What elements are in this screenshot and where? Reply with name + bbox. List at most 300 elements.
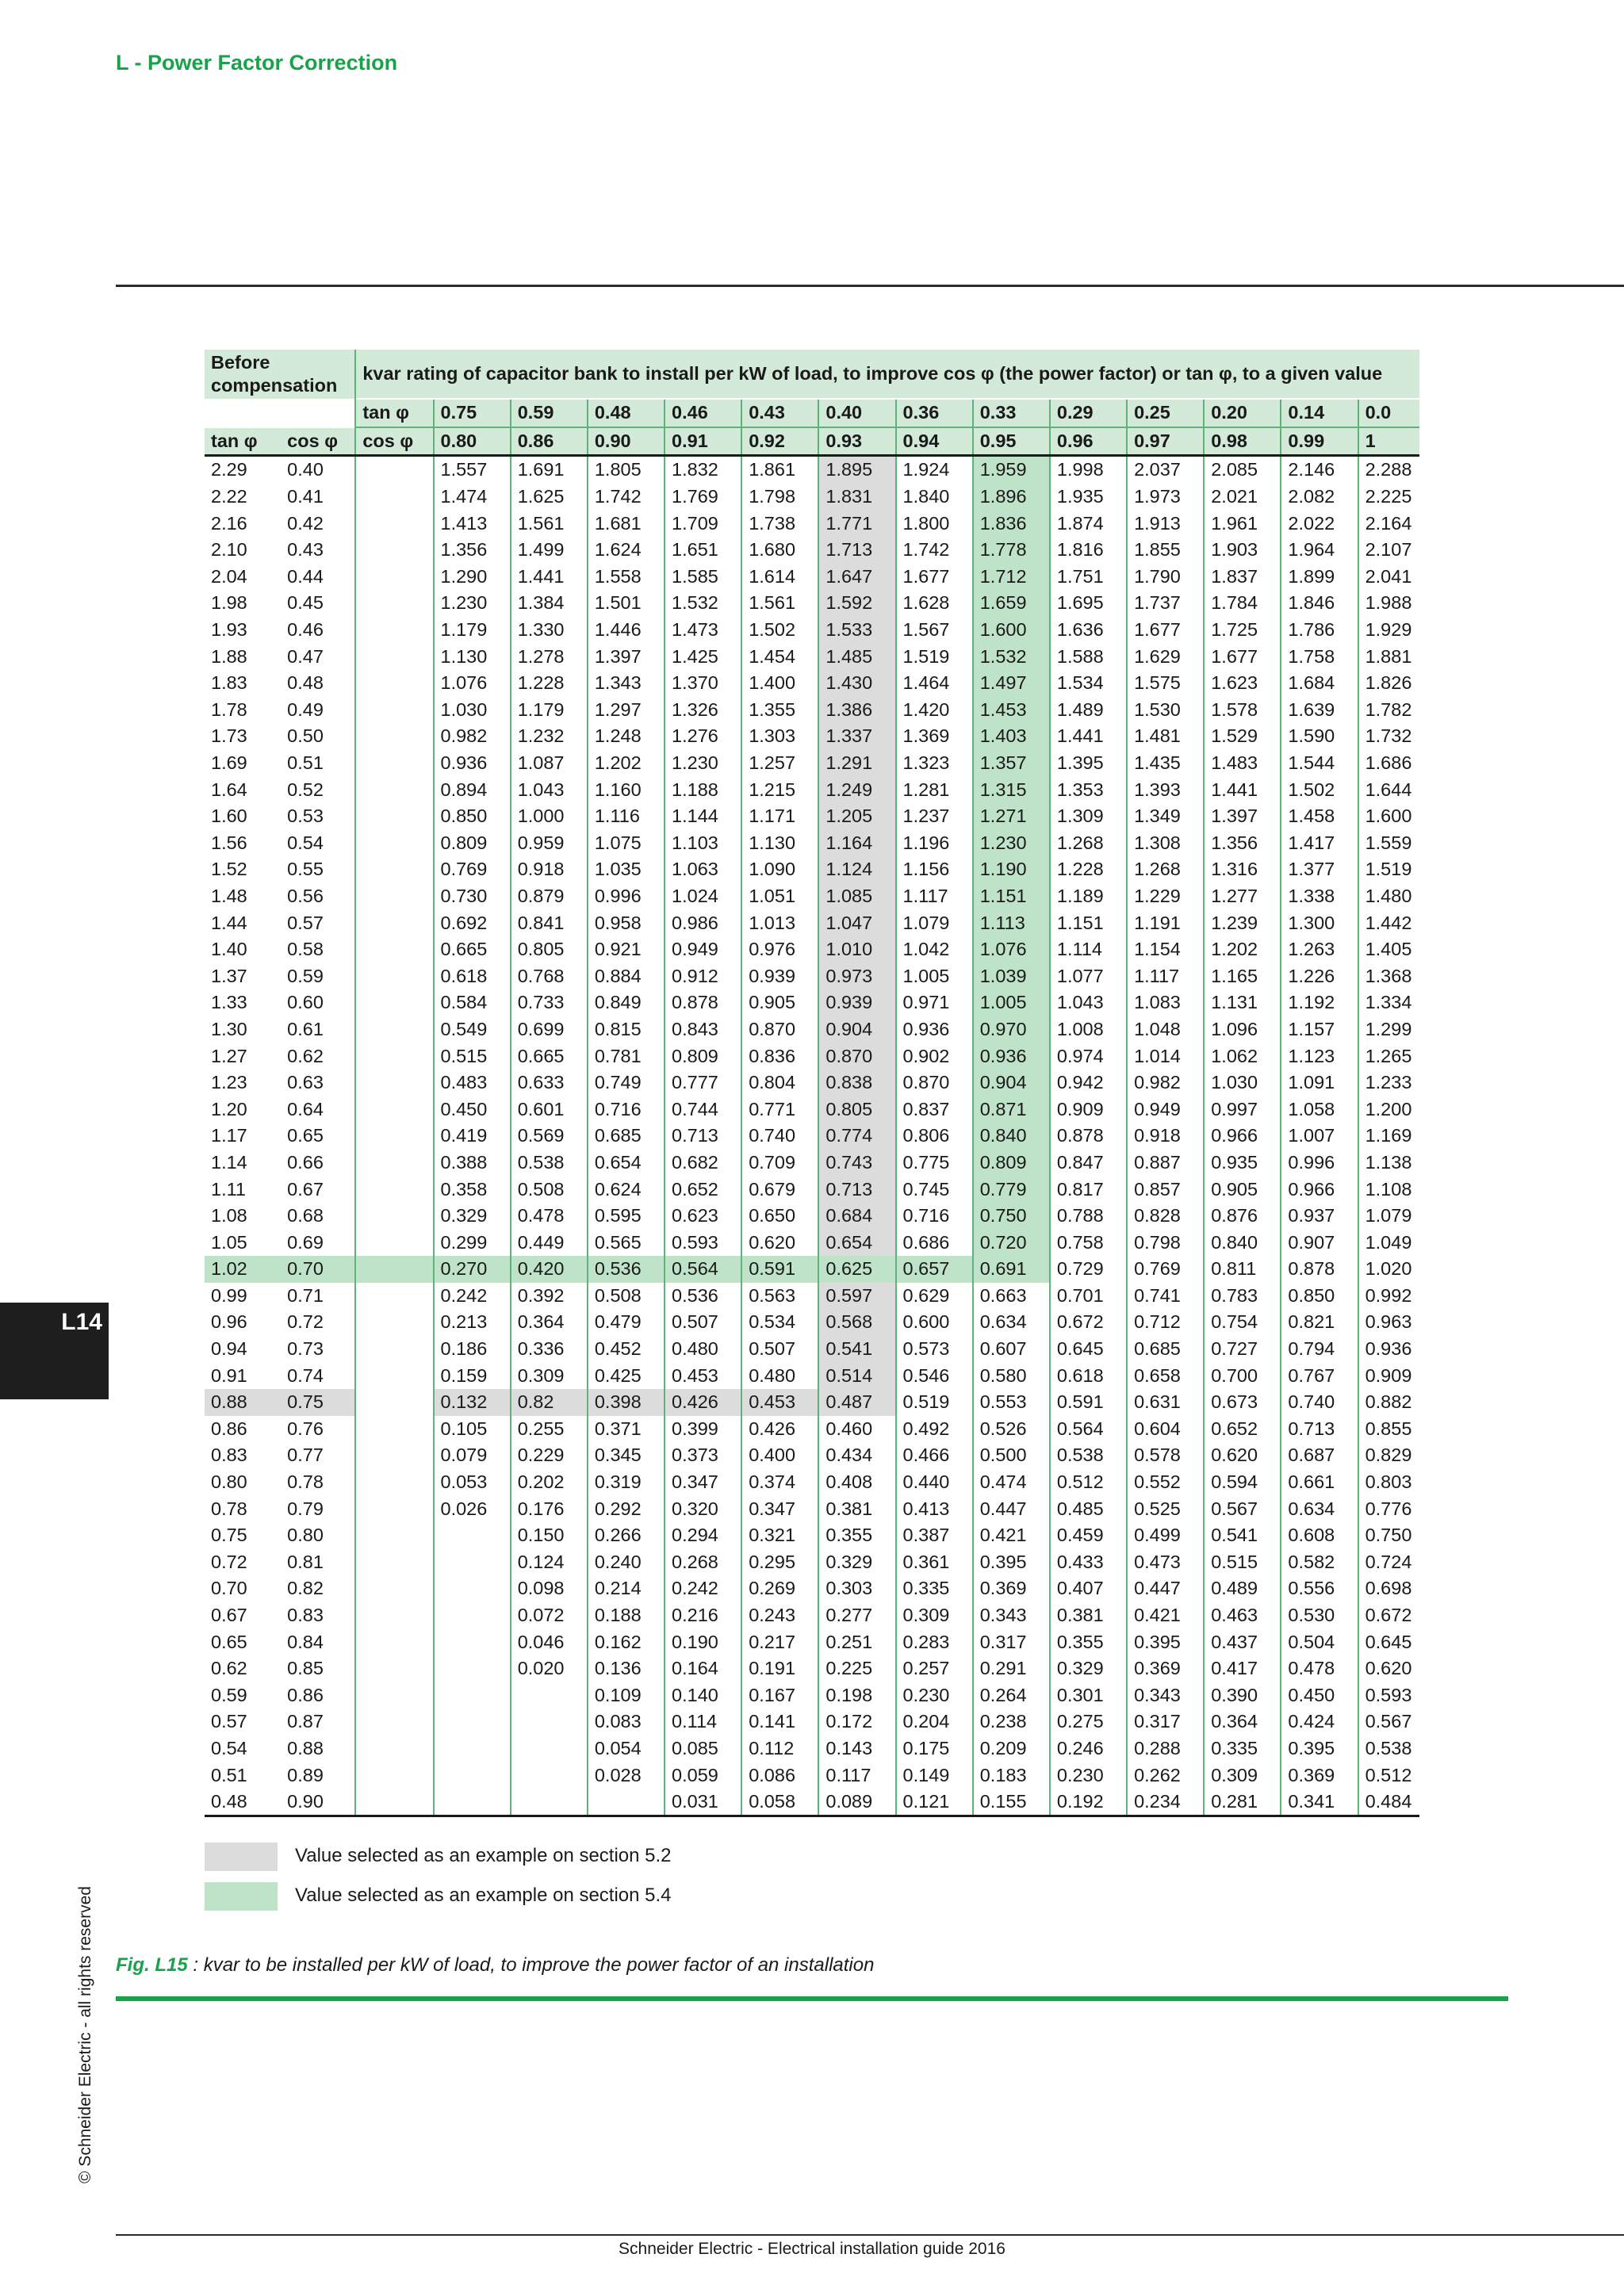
before-cos-cell: 0.61 xyxy=(287,1018,324,1039)
kvar-cell: 0.976 xyxy=(741,936,818,963)
kvar-cell: 0.395 xyxy=(1281,1735,1358,1762)
before-tan-cell: 1.20 xyxy=(211,1098,247,1119)
kvar-cell: 1.826 xyxy=(1358,670,1419,697)
kvar-cell: 0.741 xyxy=(1127,1283,1204,1310)
kvar-cell: 0.724 xyxy=(1358,1549,1419,1576)
kvar-cell: 0.485 xyxy=(1050,1495,1127,1522)
kvar-cell: 0.369 xyxy=(973,1575,1050,1602)
before-tan-label: tan φ xyxy=(205,427,281,456)
kvar-cell: 0.82 xyxy=(511,1389,588,1416)
before-cos-cell: 0.73 xyxy=(287,1338,324,1360)
kvar-cell: 1.171 xyxy=(741,803,818,830)
label-spacer-cell xyxy=(355,1575,433,1602)
kvar-cell: 1.200 xyxy=(1358,1096,1419,1123)
kvar-cell: 0.054 xyxy=(588,1735,665,1762)
kvar-cell: 1.855 xyxy=(1127,537,1204,564)
table-row xyxy=(205,1176,1419,1203)
kvar-cell: 1.558 xyxy=(588,564,665,591)
kvar-cell: 1.567 xyxy=(896,617,973,644)
kvar-cell: 0.225 xyxy=(818,1655,895,1682)
kvar-cell: 0.565 xyxy=(588,1229,665,1256)
kvar-cell: 0.568 xyxy=(818,1309,895,1336)
kvar-cell: 0.758 xyxy=(1050,1229,1127,1256)
kvar-cell: 1.035 xyxy=(588,856,665,883)
kvar-cell: 1.249 xyxy=(818,776,895,803)
kvar-cell: 0.563 xyxy=(741,1283,818,1310)
kvar-cell: 0.745 xyxy=(896,1176,973,1203)
kvar-cell: 0.217 xyxy=(741,1628,818,1655)
before-tan-cell: 1.27 xyxy=(211,1045,247,1066)
kvar-cell: 0.769 xyxy=(1127,1256,1204,1283)
kvar-cell: 1.533 xyxy=(818,617,895,644)
kvar-cell: 0.672 xyxy=(1358,1602,1419,1629)
kvar-cell: 0.515 xyxy=(1204,1549,1281,1576)
kvar-cell: 0.202 xyxy=(511,1469,588,1496)
kvar-cell: 0.426 xyxy=(741,1416,818,1443)
kvar-cell: 0.716 xyxy=(588,1096,665,1123)
kvar-cell: 0.654 xyxy=(588,1150,665,1177)
kvar-cell: 0.699 xyxy=(511,1016,588,1043)
kvar-cell: 1.130 xyxy=(434,643,511,670)
kvar-cell: 0.578 xyxy=(1127,1442,1204,1469)
before-tan-cell: 0.80 xyxy=(211,1471,247,1493)
kvar-cell: 1.063 xyxy=(665,856,741,883)
before-tan-cell: 0.72 xyxy=(211,1551,247,1572)
before-cos-cell: 0.75 xyxy=(281,1389,355,1416)
kvar-cell: 1.229 xyxy=(1127,883,1204,910)
kvar-cell: 0.031 xyxy=(665,1789,741,1816)
kvar-cell: 0.654 xyxy=(818,1229,895,1256)
caption-rule xyxy=(116,1996,1508,2001)
kvar-cell: 0.618 xyxy=(434,962,511,989)
kvar-cell: 0.291 xyxy=(973,1655,1050,1682)
kvar-cell: 1.790 xyxy=(1127,564,1204,591)
kvar-cell: 0.536 xyxy=(588,1256,665,1283)
kvar-cell: 0.512 xyxy=(1050,1469,1127,1496)
kvar-cell: 0.121 xyxy=(896,1789,973,1816)
kvar-cell: 0.240 xyxy=(588,1549,665,1576)
kvar-cell: 1.330 xyxy=(511,617,588,644)
kvar-cell: 0.783 xyxy=(1204,1283,1281,1310)
kvar-cell: 2.164 xyxy=(1358,510,1419,537)
before-tan-cell: 1.93 xyxy=(211,619,247,641)
kvar-cell: 1.299 xyxy=(1358,1016,1419,1043)
kvar-cell: 0.847 xyxy=(1050,1150,1127,1177)
kvar-cell: 0.937 xyxy=(1281,1203,1358,1230)
kvar-cell: 1.386 xyxy=(818,697,895,724)
kvar-cell: 0.992 xyxy=(1358,1283,1419,1310)
before-cos-cell: 0.49 xyxy=(287,698,324,720)
kvar-cell: 1.578 xyxy=(1204,697,1281,724)
kvar-cell: 1.519 xyxy=(1358,856,1419,883)
kvar-cell: 0.713 xyxy=(665,1123,741,1150)
before-tan-cell: 2.22 xyxy=(211,486,247,507)
kvar-cell: 0.026 xyxy=(434,1495,511,1522)
kvar-cell: 1.895 xyxy=(818,456,895,484)
before-tan-cell: 1.60 xyxy=(211,806,247,827)
before-cos-cell: 0.74 xyxy=(287,1364,324,1386)
kvar-cell: 1.625 xyxy=(511,484,588,511)
kvar-cell: 0.729 xyxy=(1050,1256,1127,1283)
kvar-cell: 1.083 xyxy=(1127,989,1204,1016)
kvar-cell: 1.453 xyxy=(973,697,1050,724)
kvar-cell: 0.936 xyxy=(973,1043,1050,1070)
kvar-cell: 1.079 xyxy=(1358,1203,1419,1230)
kvar-cell xyxy=(588,1789,665,1816)
table-row xyxy=(205,989,1419,1016)
kvar-cell: 1.874 xyxy=(1050,510,1127,537)
table-row xyxy=(205,803,1419,830)
target-tan-label: tan φ xyxy=(355,399,433,427)
table-row xyxy=(205,537,1419,564)
before-cos-cell: 0.70 xyxy=(281,1256,355,1283)
kvar-cell: 1.338 xyxy=(1281,883,1358,910)
kvar-cell: 0.879 xyxy=(511,883,588,910)
before-cos-cell: 0.77 xyxy=(287,1445,324,1466)
kvar-cell: 0.109 xyxy=(588,1682,665,1709)
label-spacer-cell xyxy=(355,1682,433,1709)
kvar-cell: 1.751 xyxy=(1050,564,1127,591)
kvar-cell: 1.205 xyxy=(818,803,895,830)
kvar-cell: 0.459 xyxy=(1050,1522,1127,1549)
kvar-cell: 1.077 xyxy=(1050,962,1127,989)
kvar-cell: 0.136 xyxy=(588,1655,665,1682)
kvar-cell: 0.949 xyxy=(1127,1096,1204,1123)
kvar-cell: 1.534 xyxy=(1050,670,1127,697)
kvar-cell: 1.300 xyxy=(1281,909,1358,936)
kvar-cell: 1.430 xyxy=(818,670,895,697)
kvar-cell: 0.292 xyxy=(588,1495,665,1522)
kvar-cell: 0.870 xyxy=(896,1070,973,1096)
before-tan-cell: 1.02 xyxy=(205,1256,281,1283)
kvar-cell: 0.809 xyxy=(973,1150,1050,1177)
kvar-cell: 1.087 xyxy=(511,750,588,777)
kvar-cell: 0.309 xyxy=(511,1362,588,1389)
kvar-cell: 0.921 xyxy=(588,936,665,963)
table-row xyxy=(205,1229,1419,1256)
kvar-cell: 0.564 xyxy=(665,1256,741,1283)
kvar-cell: 1.079 xyxy=(896,909,973,936)
kvar-cell: 1.151 xyxy=(973,883,1050,910)
kvar-cell: 1.529 xyxy=(1204,723,1281,750)
table-row xyxy=(205,1789,1419,1816)
kvar-cell: 0.294 xyxy=(665,1522,741,1549)
kvar-cell: 0.381 xyxy=(1050,1602,1127,1629)
table-row xyxy=(205,1309,1419,1336)
kvar-cell: 0.398 xyxy=(588,1389,665,1416)
kvar-cell: 0.408 xyxy=(818,1469,895,1496)
kvar-cell: 0.480 xyxy=(665,1336,741,1363)
kvar-cell: 0.958 xyxy=(588,909,665,936)
label-spacer-cell xyxy=(355,1789,433,1816)
kvar-cell: 2.037 xyxy=(1127,456,1204,484)
kvar-cell: 1.709 xyxy=(665,510,741,537)
before-cos-cell: 0.72 xyxy=(287,1311,324,1333)
kvar-cell: 1.480 xyxy=(1358,883,1419,910)
table-row xyxy=(205,1416,1419,1443)
kvar-cell xyxy=(511,1735,588,1762)
kvar-cell: 0.809 xyxy=(434,830,511,857)
kvar-cell: 0.319 xyxy=(588,1469,665,1496)
kvar-cell: 0.335 xyxy=(896,1575,973,1602)
kvar-cell: 0.053 xyxy=(434,1469,511,1496)
before-cos-cell: 0.80 xyxy=(287,1525,324,1546)
kvar-cell: 0.743 xyxy=(818,1150,895,1177)
before-cos-cell: 0.46 xyxy=(287,619,324,641)
kvar-cell: 0.143 xyxy=(818,1735,895,1762)
target-cos-header: 0.80 xyxy=(434,427,511,456)
kvar-cell: 0.150 xyxy=(511,1522,588,1549)
kvar-cell: 0.374 xyxy=(741,1469,818,1496)
kvar-cell: 1.191 xyxy=(1127,909,1204,936)
before-tan-cell: 1.17 xyxy=(211,1125,247,1146)
kvar-cell: 1.278 xyxy=(511,643,588,670)
kvar-cell: 1.695 xyxy=(1050,590,1127,617)
kvar-cell: 0.164 xyxy=(665,1655,741,1682)
before-cos-cell: 0.59 xyxy=(287,965,324,986)
before-tan-cell: 0.75 xyxy=(211,1525,247,1546)
kvar-cell: 0.552 xyxy=(1127,1469,1204,1496)
kvar-cell: 0.804 xyxy=(741,1070,818,1096)
before-cos-cell: 0.89 xyxy=(287,1764,324,1785)
kvar-cell: 0.433 xyxy=(1050,1549,1127,1576)
target-cos-header: 0.95 xyxy=(973,427,1050,456)
kvar-cell: 0.536 xyxy=(665,1283,741,1310)
kvar-cell: 1.629 xyxy=(1127,643,1204,670)
table-row xyxy=(205,1389,1419,1416)
kvar-cell: 0.046 xyxy=(511,1628,588,1655)
kvar-cell: 0.117 xyxy=(818,1762,895,1789)
kvar-cell: 0.672 xyxy=(1050,1309,1127,1336)
kvar-cell: 0.857 xyxy=(1127,1176,1204,1203)
kvar-cell: 0.713 xyxy=(1281,1416,1358,1443)
target-cos-header: 1 xyxy=(1358,427,1419,456)
kvar-cell: 0.141 xyxy=(741,1709,818,1735)
target-tan-header: 0.0 xyxy=(1358,399,1419,427)
kvar-cell: 0.902 xyxy=(896,1043,973,1070)
kvar-cell: 1.169 xyxy=(1358,1123,1419,1150)
page-footer: Schneider Electric - Electrical installation guide 2016 xyxy=(619,2240,1005,2258)
kvar-cell: 1.464 xyxy=(896,670,973,697)
table-row xyxy=(205,456,1419,484)
kvar-cell: 1.202 xyxy=(588,750,665,777)
kvar-cell: 1.160 xyxy=(588,776,665,803)
kvar-cell xyxy=(434,1762,511,1789)
label-spacer-cell xyxy=(355,1229,433,1256)
kvar-cell: 1.179 xyxy=(511,697,588,724)
kvar-cell: 0.594 xyxy=(1204,1469,1281,1496)
kvar-cell: 1.334 xyxy=(1358,989,1419,1016)
kvar-cell: 1.677 xyxy=(1127,617,1204,644)
kvar-cell: 0.209 xyxy=(973,1735,1050,1762)
before-tan-cell: 2.16 xyxy=(211,512,247,534)
kvar-cell: 0.355 xyxy=(818,1522,895,1549)
kvar-cell: 0.214 xyxy=(588,1575,665,1602)
kvar-cell: 0.698 xyxy=(1358,1575,1419,1602)
kvar-cell: 1.473 xyxy=(665,617,741,644)
kvar-cell: 0.878 xyxy=(1050,1123,1127,1150)
label-spacer-cell xyxy=(355,484,433,511)
kvar-cell: 1.114 xyxy=(1050,936,1127,963)
kvar-cell: 0.320 xyxy=(665,1495,741,1522)
kvar-cell: 1.677 xyxy=(896,564,973,591)
before-cos-cell: 0.53 xyxy=(287,806,324,827)
before-tan-cell: 1.64 xyxy=(211,779,247,800)
before-cos-cell: 0.79 xyxy=(287,1498,324,1519)
kvar-cell: 1.417 xyxy=(1281,830,1358,857)
kvar-cell: 0.912 xyxy=(665,962,741,989)
before-tan-cell: 0.83 xyxy=(211,1445,247,1466)
kvar-cell: 0.569 xyxy=(511,1123,588,1150)
kvar-cell: 0.936 xyxy=(434,750,511,777)
kvar-cell: 1.356 xyxy=(1204,830,1281,857)
before-cos-cell: 0.64 xyxy=(287,1098,324,1119)
kvar-cell: 0.317 xyxy=(973,1628,1050,1655)
kvar-cell: 1.961 xyxy=(1204,510,1281,537)
kvar-cell: 1.239 xyxy=(1204,909,1281,936)
label-spacer-cell xyxy=(355,1070,433,1096)
kvar-cell: 1.651 xyxy=(665,537,741,564)
kvar-cell: 1.353 xyxy=(1050,776,1127,803)
kvar-cell: 0.295 xyxy=(741,1549,818,1576)
kvar-cell: 0.487 xyxy=(818,1389,895,1416)
kvar-cell: 1.614 xyxy=(741,564,818,591)
table-row xyxy=(205,1655,1419,1682)
kvar-cell: 0.918 xyxy=(511,856,588,883)
before-cos-cell: 0.67 xyxy=(287,1178,324,1200)
kvar-cell: 2.146 xyxy=(1281,456,1358,484)
legend-swatch-grey xyxy=(205,1843,278,1871)
before-tan-cell: 1.78 xyxy=(211,698,247,720)
kvar-cell: 0.373 xyxy=(665,1442,741,1469)
kvar-cell: 0.198 xyxy=(818,1682,895,1709)
label-spacer-cell xyxy=(355,723,433,750)
kvar-cell: 1.108 xyxy=(1358,1176,1419,1203)
kvar-cell: 0.483 xyxy=(434,1070,511,1096)
target-cos-header: 0.99 xyxy=(1281,427,1358,456)
kvar-cell: 1.268 xyxy=(1050,830,1127,857)
kvar-cell: 1.677 xyxy=(1204,643,1281,670)
kvar-cell: 1.123 xyxy=(1281,1043,1358,1070)
kvar-cell: 1.237 xyxy=(896,803,973,830)
kvar-cell: 0.186 xyxy=(434,1336,511,1363)
kvar-cell: 1.483 xyxy=(1204,750,1281,777)
kvar-cell: 0.508 xyxy=(588,1283,665,1310)
kvar-cell: 1.202 xyxy=(1204,936,1281,963)
target-cos-header: 0.98 xyxy=(1204,427,1281,456)
kvar-cell: 1.600 xyxy=(1358,803,1419,830)
kvar-cell: 1.117 xyxy=(1127,962,1204,989)
kvar-cell: 1.117 xyxy=(896,883,973,910)
kvar-cell: 0.347 xyxy=(741,1495,818,1522)
kvar-cell: 0.515 xyxy=(434,1043,511,1070)
kvar-cell: 0.388 xyxy=(434,1150,511,1177)
kvar-cell: 0.275 xyxy=(1050,1709,1127,1735)
kvar-cell: 0.855 xyxy=(1358,1416,1419,1443)
kvar-cell: 0.268 xyxy=(665,1549,741,1576)
kvar-cell: 0.805 xyxy=(511,936,588,963)
target-cos-header: 0.94 xyxy=(896,427,973,456)
before-tan-cell: 0.78 xyxy=(211,1498,247,1519)
kvar-cell: 0.336 xyxy=(511,1336,588,1363)
kvar-cell: 0.582 xyxy=(1281,1549,1358,1576)
kvar-cell: 0.591 xyxy=(1050,1389,1127,1416)
kvar-cell: 1.644 xyxy=(1358,776,1419,803)
before-cos-cell: 0.44 xyxy=(287,565,324,587)
kvar-cell: 1.393 xyxy=(1127,776,1204,803)
kvar-cell: 0.421 xyxy=(1127,1602,1204,1629)
table-title-row xyxy=(205,350,1419,399)
before-tan-cell: 0.88 xyxy=(205,1389,281,1416)
label-spacer-cell xyxy=(355,750,433,777)
kvar-cell: 0.970 xyxy=(973,1016,1050,1043)
kvar-cell: 2.082 xyxy=(1281,484,1358,511)
label-spacer-cell xyxy=(355,1362,433,1389)
label-spacer-cell xyxy=(355,537,433,564)
table-row xyxy=(205,1123,1419,1150)
table-row xyxy=(205,697,1419,724)
kvar-cell: 1.156 xyxy=(896,856,973,883)
kvar-cell: 0.512 xyxy=(1358,1762,1419,1789)
table-row xyxy=(205,909,1419,936)
kvar-cell: 1.441 xyxy=(511,564,588,591)
kvar-cell: 1.805 xyxy=(588,456,665,484)
before-tan-cell: 0.91 xyxy=(211,1364,247,1386)
kvar-cell: 0.841 xyxy=(511,909,588,936)
table-row xyxy=(205,564,1419,591)
before-tan-cell: 1.05 xyxy=(211,1231,247,1253)
kvar-cell: 0.538 xyxy=(1358,1735,1419,1762)
kvar-cell: 0.691 xyxy=(973,1256,1050,1283)
kvar-cell: 0.573 xyxy=(896,1336,973,1363)
kvar-cell: 0.028 xyxy=(588,1762,665,1789)
kvar-cell: 0.421 xyxy=(973,1522,1050,1549)
kvar-cell: 1.738 xyxy=(741,510,818,537)
kvar-cell: 1.837 xyxy=(1204,564,1281,591)
kvar-cell: 1.268 xyxy=(1127,856,1204,883)
kvar-cell: 1.782 xyxy=(1358,697,1419,724)
kvar-cell: 1.519 xyxy=(896,643,973,670)
section-title: L - Power Factor Correction xyxy=(116,51,398,75)
kvar-cell: 0.230 xyxy=(1050,1762,1127,1789)
kvar-cell: 0.541 xyxy=(1204,1522,1281,1549)
before-tan-cell: 2.04 xyxy=(211,565,247,587)
kvar-cell: 0.309 xyxy=(1204,1762,1281,1789)
kvar-cell: 1.425 xyxy=(665,643,741,670)
kvar-cell: 0.567 xyxy=(1204,1495,1281,1522)
kvar-cell: 1.189 xyxy=(1050,883,1127,910)
kvar-cell: 0.837 xyxy=(896,1096,973,1123)
kvar-cell: 0.673 xyxy=(1204,1389,1281,1416)
kvar-cell: 1.623 xyxy=(1204,670,1281,697)
kvar-cell: 0.140 xyxy=(665,1682,741,1709)
kvar-cell: 0.996 xyxy=(588,883,665,910)
kvar-cell: 0.870 xyxy=(818,1043,895,1070)
kvar-cell: 1.076 xyxy=(434,670,511,697)
kvar-cell: 0.105 xyxy=(434,1416,511,1443)
kvar-cell xyxy=(434,1682,511,1709)
target-cos-header: 0.97 xyxy=(1127,427,1204,456)
kvar-cell: 0.530 xyxy=(1281,1602,1358,1629)
before-cos-cell: 0.65 xyxy=(287,1125,324,1146)
label-spacer-cell xyxy=(355,1203,433,1230)
kvar-cell: 0.564 xyxy=(1050,1416,1127,1443)
kvar-cell: 0.553 xyxy=(973,1389,1050,1416)
table-row xyxy=(205,484,1419,511)
kvar-cell: 0.971 xyxy=(896,989,973,1016)
figure-caption-text: : kvar to be installed per kW of load, to improve the power factor of an installation xyxy=(187,1954,875,1976)
label-spacer-cell xyxy=(355,456,433,484)
